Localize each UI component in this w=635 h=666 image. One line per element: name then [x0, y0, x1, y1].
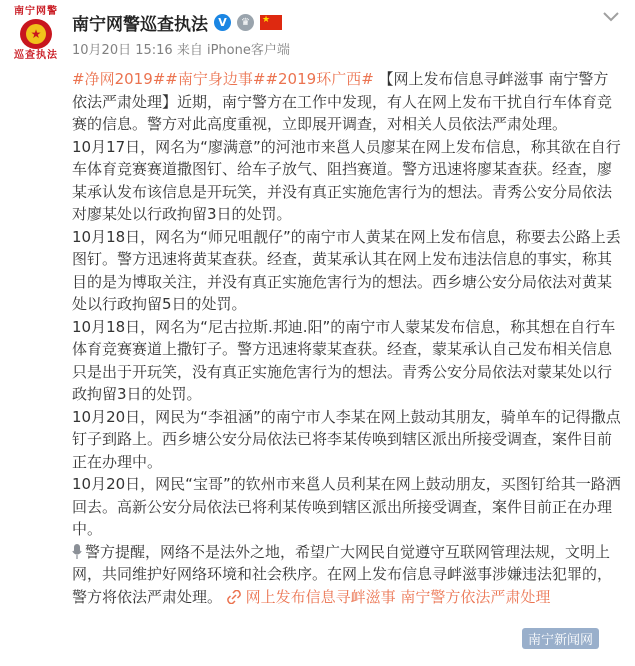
- post-paragraph-6: 10月20日，网民“宝哥”的钦州市来邕人员利某在网上鼓动朋友，买图钉给其一路洒回去。高新公安分局依法已将利某传唤到辖区派出所接受调查，案件目前正在办理中。: [72, 475, 621, 538]
- chevron-down-icon[interactable]: [603, 10, 619, 26]
- article-link-text[interactable]: 网上发布信息寻衅滋事 南宁警方依法严肃处理: [245, 587, 551, 606]
- account-name-row: [72, 10, 282, 34]
- post-meta: [72, 39, 290, 58]
- avatar-top-text: 南宁网警: [14, 6, 58, 17]
- link-icon: [227, 590, 241, 604]
- post-header: [0, 0, 635, 62]
- article-link[interactable]: [227, 588, 551, 606]
- avatar-bottom-text: 巡查执法: [14, 50, 58, 61]
- police-reminder-text: 警方提醒，网络不是法外之地，希望广大网民自觉遵守互联网管理法规，文明上网，共同维护好网络环境和社会秩序。在网上发布信息寻衅滋事涉嫌违法犯罪的，警方将依法严肃处理。: [72, 542, 613, 606]
- verified-icon: V: [214, 14, 231, 31]
- post-intro: 近期，南宁警方在工作中发现，有人在网上发布干扰自行车体育竞赛的信息。警方对此高度重视，立即展开调查，对相关人员依法严肃处理。: [72, 92, 613, 133]
- post-paragraph-4: 10月18日，网名为“尼古拉斯.邦迪.阳”的南宁市人蒙某发布信息，称其想在自行车体育竞赛赛道上撒钉子。警方迅速将蒙某查获。经查，蒙某承认自己发布相关信息只是出于开玩笑，没有真正实施危害行为的想法。青秀公安分局依法对蒙某处以行政拘留3日的处罚。: [72, 317, 616, 403]
- account-name[interactable]: 南宁网警巡查执法: [72, 14, 208, 35]
- topic-tags[interactable]: #净网2019##南宁身边事##2019环广西#: [72, 70, 374, 88]
- member-icon: ♛: [237, 14, 254, 31]
- post-source: 来自 iPhone客户端: [176, 43, 290, 58]
- post-paragraph-3: 10月18日，网名为“师兄咀靓仔”的南宁市人黄某在网上发布信息，称要去公路上丢图钉。警方迅速将黄某查获。经查，黄某承认其在网上发布违法信息的事实，称其目的是为博取关注，并没有真正实施危害行为的想法。西乡塘公安分局依法对黄某处以行政拘留5日的处罚。: [72, 227, 621, 313]
- post-paragraph-5: 10月20日，网民为“李祖涵”的南宁市人李某在网上鼓动其朋友，骑单车的记得撒点钉子到路上。西乡塘公安分局依法已将李某传唤到辖区派出所接受调查，案件目前正在办理中。: [72, 407, 621, 471]
- watermark: 南宁新闻网: [522, 628, 599, 649]
- post-timestamp: 10月20日 15:16: [72, 43, 173, 58]
- post-paragraph-intro: [72, 68, 622, 136]
- post-headline: 【网上发布信息寻衅滋事 南宁警方依法严肃处理】: [72, 70, 609, 111]
- post-paragraph-7: [72, 541, 622, 609]
- microphone-icon: [72, 544, 82, 560]
- post-content: [72, 68, 622, 608]
- post-paragraph-2: 10月17日，网名为“廖满意”的河池市来邕人员廖某在网上发布信息，称其欲在自行车体育竞赛赛道撒图钉、给车子放气、阻挡赛道。警方迅速将廖某查获。经查，廖某承认发布该信息是开玩笑，并没有真正实施危害行为的想法。青秀公安分局依法对廖某处以行政拘留3日的处罚。: [72, 137, 621, 223]
- police-emblem-icon: ★: [20, 19, 52, 49]
- china-flag-icon: ★: [260, 15, 282, 30]
- avatar[interactable]: [8, 6, 64, 62]
